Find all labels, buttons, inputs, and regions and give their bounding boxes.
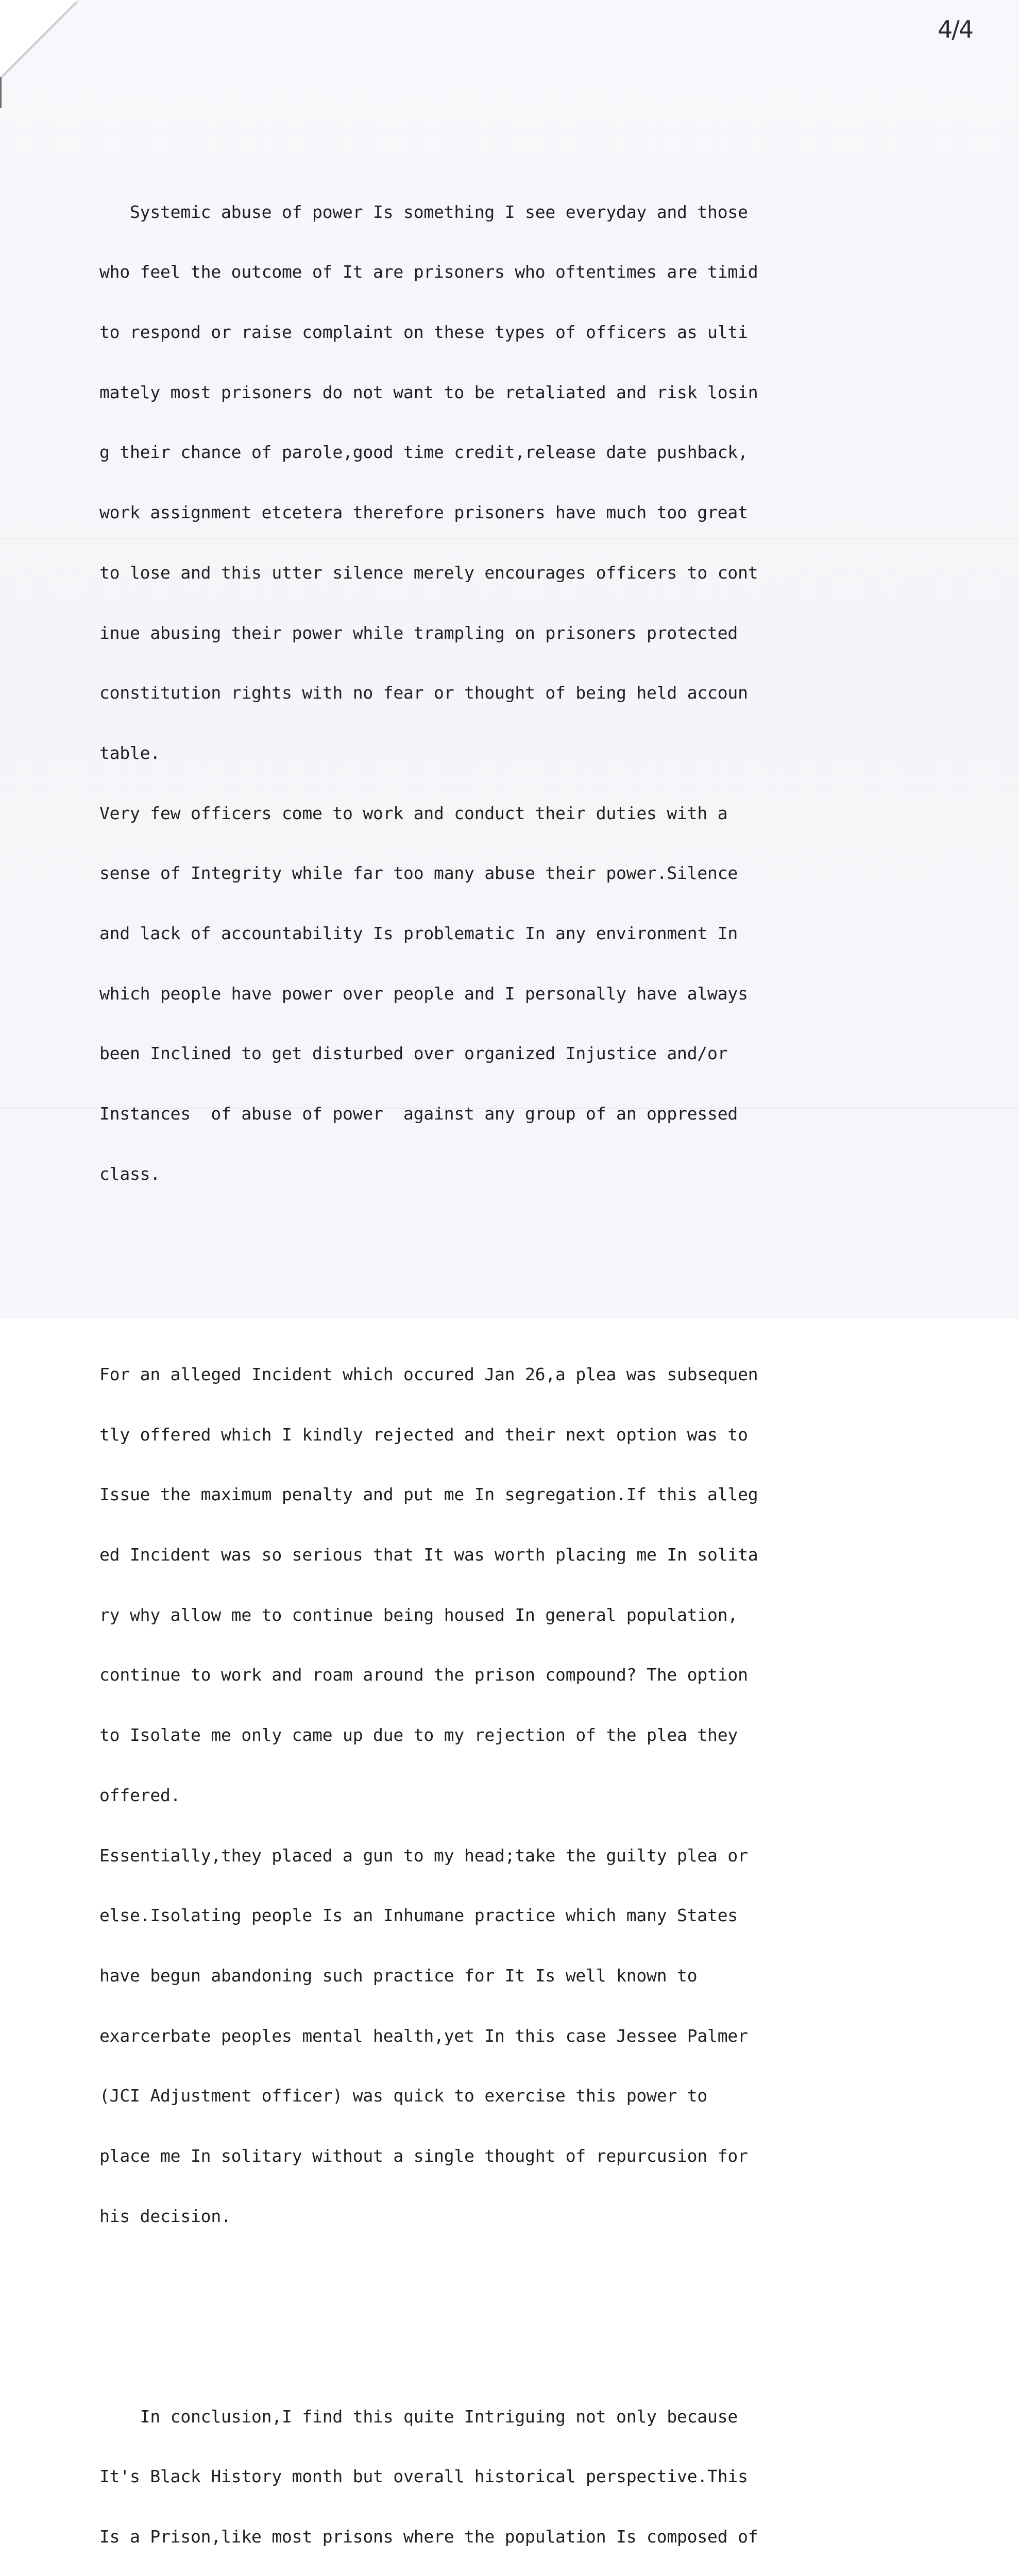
text-line: mately most prisoners do not want to be retaliated and risk losin (99, 382, 758, 402)
text-line: Essentially,they placed a gun to my head;take the guilty plea or (99, 1845, 748, 1866)
text-line: else.Isolating people Is an Inhumane practice which many States (99, 1905, 738, 1926)
text-line: Very few officers come to work and conduct their duties with a (99, 803, 728, 823)
text-line: to lose and this utter silence merely encourages officers to cont (99, 562, 758, 583)
paragraph-2 (99, 1325, 903, 2266)
text-line: which people have power over people and I personally have always (99, 983, 748, 1004)
text-line: Is a Prison,like most prisons where the population Is composed of (99, 2527, 758, 2547)
page-number: 4/4 (937, 15, 973, 43)
text-line: In conclusion,I find this quite Intriguing not only because (99, 2406, 738, 2427)
text-line: have begun abandoning such practice for It Is well known to (99, 1965, 698, 1986)
text-line: It's Black History month but overall historical perspective.This (99, 2466, 748, 2487)
text-line: Systemic abuse of power Is something I see everyday and those (99, 201, 748, 222)
text-line: and lack of accountability Is problematic In any environment In (99, 923, 738, 944)
text-line: sense of Integrity while far too many abuse their power.Silence (99, 863, 738, 884)
text-line: who feel the outcome of It are prisoners who oftentimes are timid (99, 262, 758, 282)
paragraph-gap (99, 2307, 903, 2327)
text-line: been Inclined to get disturbed over organized Injustice and/or (99, 1043, 728, 1064)
text-line: inue abusing their power while trampling on prisoners protected (99, 622, 738, 643)
folded-corner (0, 0, 77, 77)
text-line: For an alleged Incident which occured Jan 26,a plea was subsequen (99, 1364, 758, 1384)
text-line: offered. (99, 1785, 181, 1805)
text-line: tly offered which I kindly rejected and their next option was to (99, 1424, 748, 1445)
text-line: to respond or raise complaint on these types of officers as ulti (99, 322, 748, 343)
text-line: (JCI Adjustment officer) was quick to exercise this power to (99, 2086, 708, 2106)
text-line: table. (99, 742, 161, 763)
text-line: class. (99, 1163, 161, 1184)
text-line: g their chance of parole,good time credit,release date pushback, (99, 442, 748, 463)
page-edge-shadow (0, 77, 2, 108)
text-line: his decision. (99, 2206, 231, 2226)
text-line: place me In solitary without a single thought of repurcusion for (99, 2146, 748, 2166)
text-line: constitution rights with no fear or thought of being held accoun (99, 683, 748, 703)
text-line: ry why allow me to continue being housed In general population, (99, 1604, 738, 1625)
paragraph-3 (99, 2367, 903, 2576)
text-line: exarcerbate peoples mental health,yet In this case Jessee Palmer (99, 2025, 748, 2046)
text-line: continue to work and roam around the prison compound? The option (99, 1665, 748, 1685)
paragraph-gap (99, 1264, 903, 1284)
text-line: ed Incident was so serious that It was worth placing me In solita (99, 1545, 758, 1565)
paragraph-1 (99, 162, 903, 1225)
text-line: work assignment etcetera therefore prisoners have much too great (99, 502, 748, 523)
text-line: Issue the maximum penalty and put me In segregation.If this alleg (99, 1484, 758, 1505)
text-line: to Isolate me only came up due to my rejection of the plea they (99, 1725, 738, 1745)
text-line: Instances of abuse of power against any group of an oppressed (99, 1104, 738, 1124)
letter-body (99, 122, 903, 2576)
